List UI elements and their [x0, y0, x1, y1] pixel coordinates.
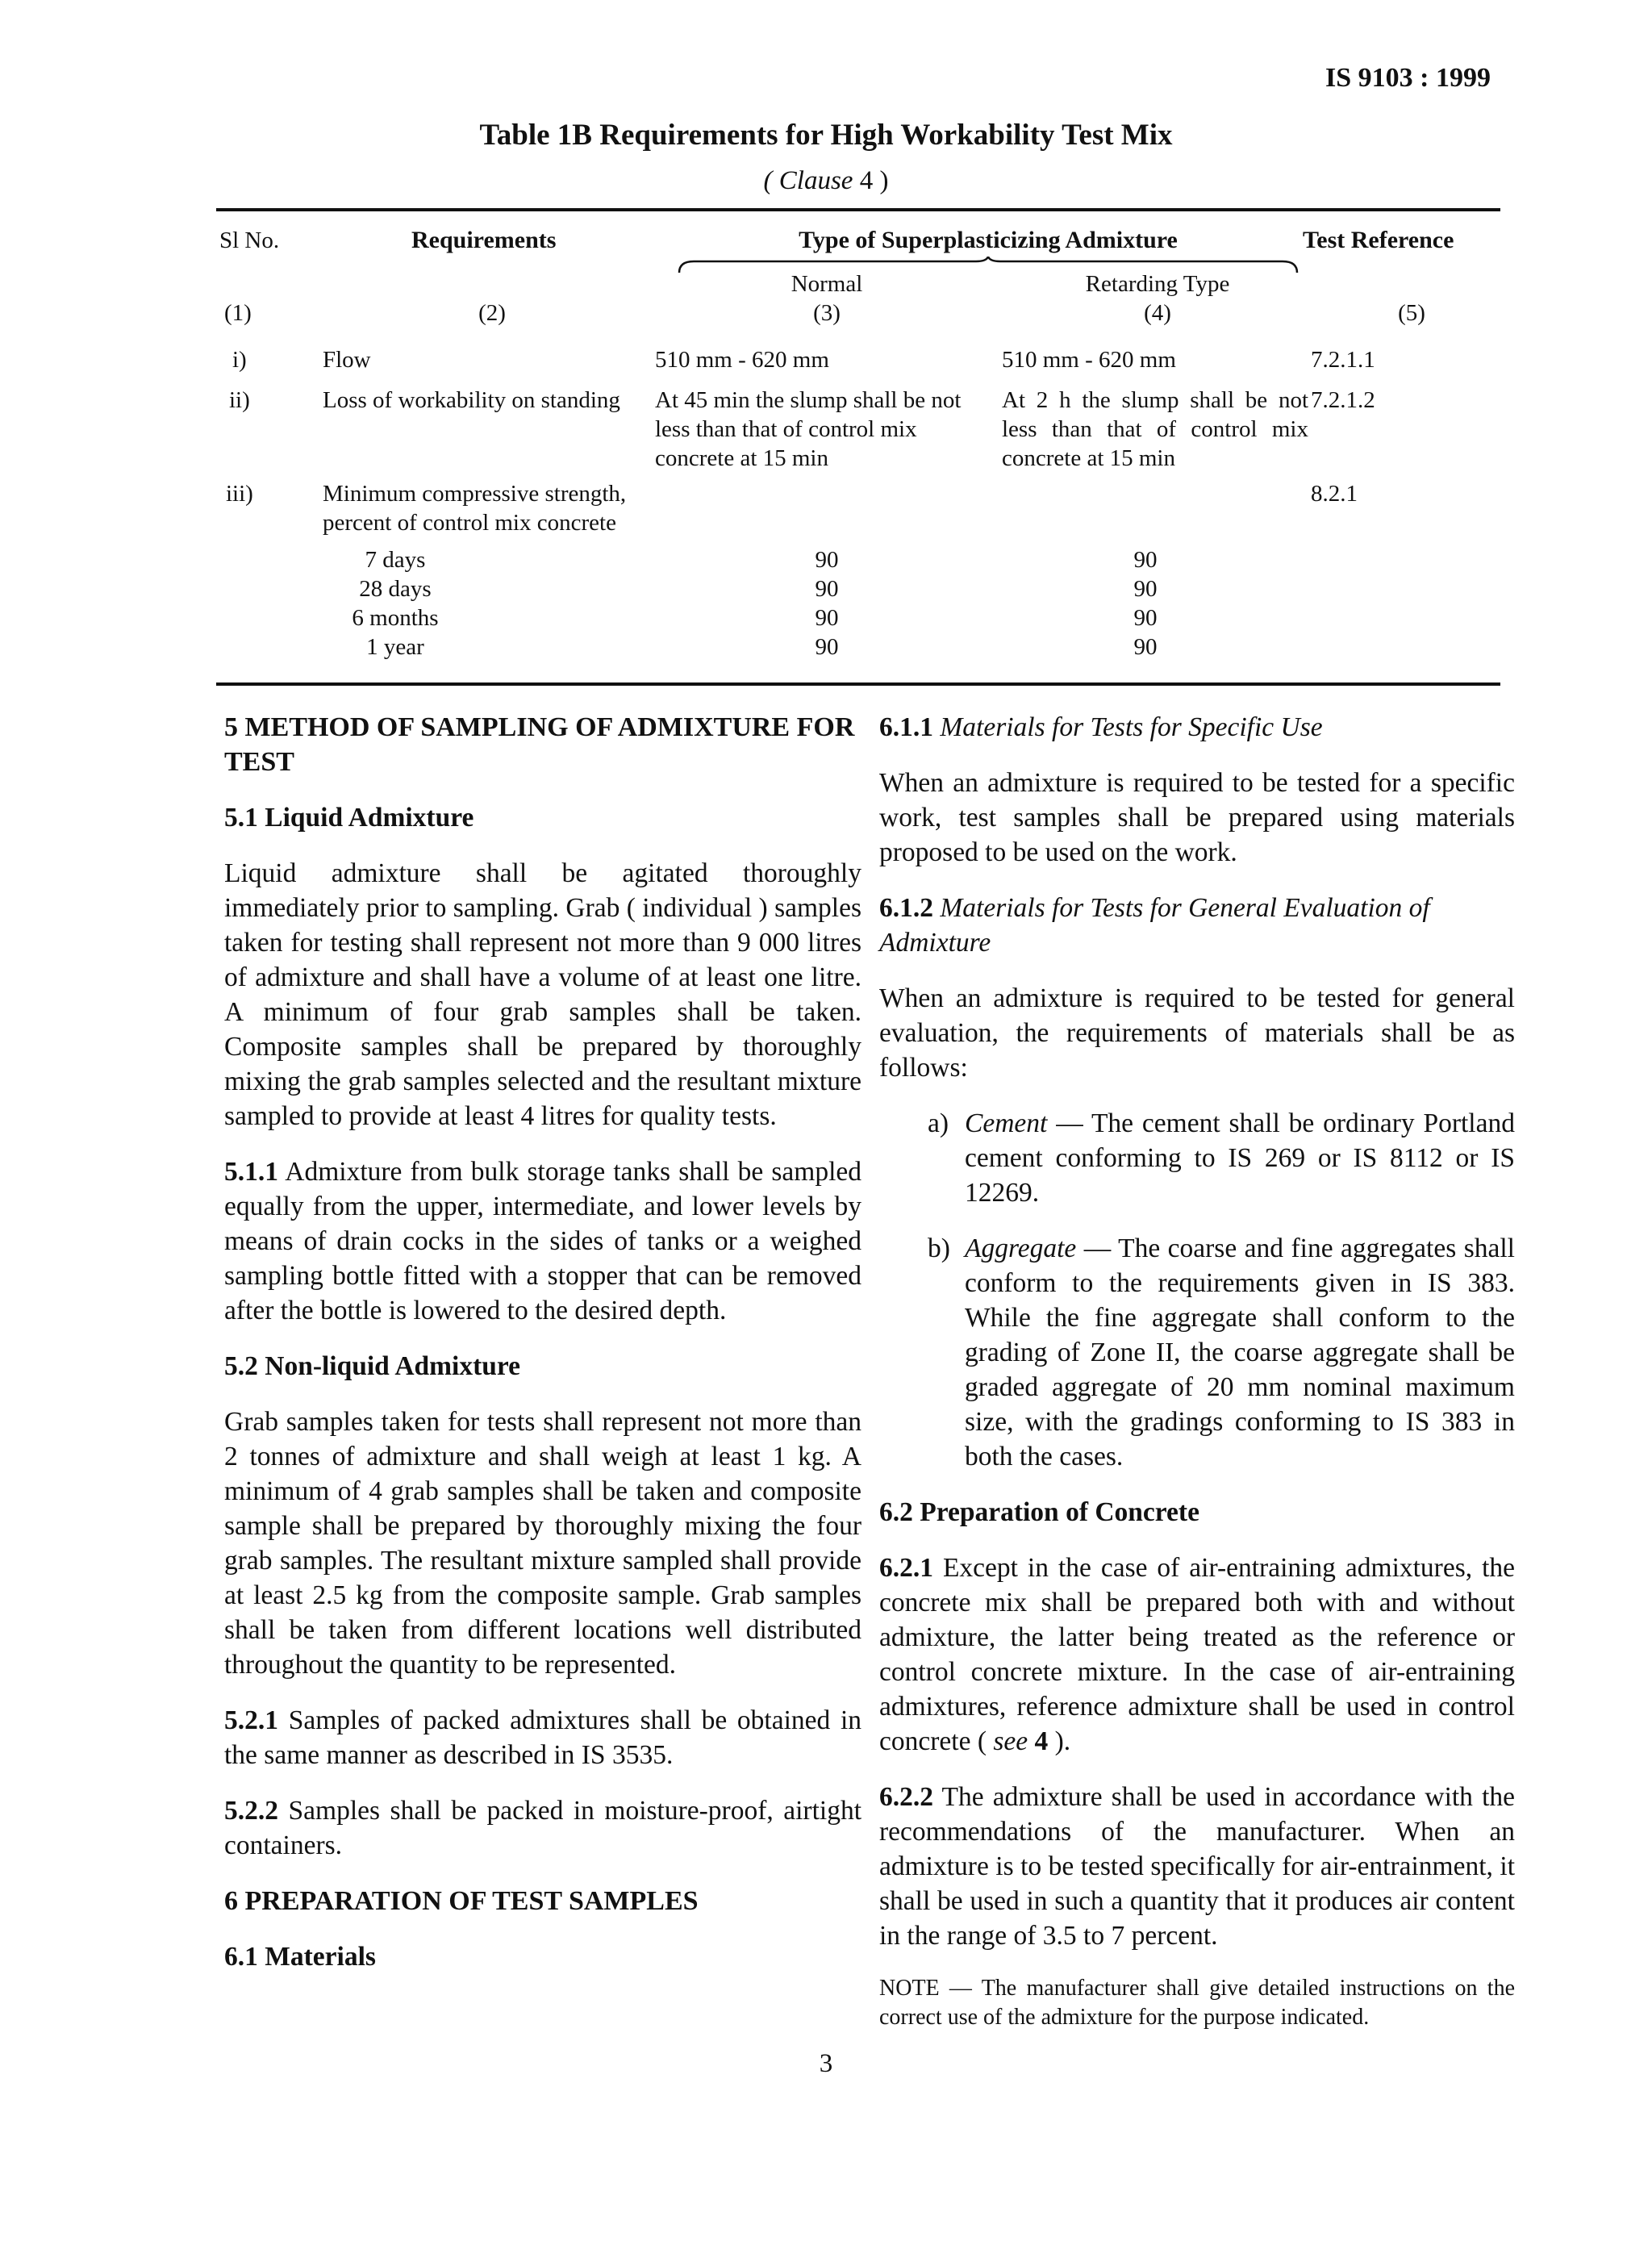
- section-6-1-heading: 6.1 Materials: [224, 1942, 376, 1972]
- clause-suffix: ): [873, 166, 889, 195]
- list-item-label: a): [928, 1108, 949, 1138]
- row-2-reference: 7.2.1.2: [1311, 387, 1375, 413]
- row-2-retarding: At 2 h the slump shall be not less than that of control mix concrete at 15 min: [1002, 387, 1308, 471]
- strength-age: 28 days: [359, 576, 432, 602]
- table-title: Table 1B Requirements for High Workability Test Mix: [479, 119, 1173, 152]
- table-top-rule: [216, 208, 1500, 211]
- row-1-sl: i): [232, 347, 247, 373]
- section-6-2-1: [879, 1551, 1515, 1759]
- header-col-2: (2): [478, 300, 506, 326]
- row-1-reference: 7.2.1.1: [1311, 347, 1375, 373]
- row-1-normal: 510 mm - 620 mm: [655, 347, 829, 373]
- right-column: [879, 710, 1515, 2053]
- strength-age: 6 months: [352, 605, 439, 631]
- strength-retarding: 90: [1133, 576, 1158, 602]
- section-6-2-heading: 6.2 Preparation of Concrete: [879, 1497, 1199, 1527]
- section-5-2-1: [224, 1703, 861, 1772]
- section-5-heading: 5 METHOD OF SAMPLING OF ADMIXTURE FOR TEST: [224, 712, 855, 777]
- header-requirements: Requirements: [411, 227, 557, 253]
- strength-normal: 90: [815, 547, 839, 573]
- row-3-reference: 8.2.1: [1311, 481, 1358, 507]
- section-6-1-2-heading: [879, 891, 1515, 960]
- list-item-aggregate: [928, 1231, 1515, 1474]
- row-3-requirement: Minimum compressive strength, percent of control mix concrete: [323, 481, 627, 536]
- strength-age: 1 year: [366, 634, 424, 660]
- section-6-1-1-text: When an admixture is required to be tested for a specific work, test samples shall be prepared using materials proposed to be used on the work.: [879, 768, 1515, 867]
- section-6-1-1-heading: [879, 710, 1515, 745]
- section-5-2-heading: 5.2 Non-liquid Admixture: [224, 1351, 521, 1381]
- row-2-normal: At 45 min the slump shall be not less than that of control mix concrete at 15 min: [655, 387, 962, 471]
- section-5-2-2-number: 5.2.2: [224, 1796, 278, 1826]
- section-5-1-1: [224, 1154, 861, 1328]
- header-col-1: (1): [224, 300, 252, 326]
- section-6-2-1-ref: 4: [1028, 1726, 1049, 1756]
- section-5-1-text: Liquid admixture shall be agitated thoroughly immediately prior to sampling. Grab ( individual ) samples taken for testing shall represent not more than 9 000 litres of admixture and shall have a volume of at least one litre. A minimum of four grab samples shall be taken. Composite samples shall be prepared by thoroughly mixing the grab samples selected and the resultant mixture sampled to provide at least 4 litres for quality tests.: [224, 858, 861, 1131]
- header-sl-no: Sl No.: [219, 227, 280, 253]
- section-6-2-1-see: see: [993, 1726, 1028, 1756]
- section-6-2-1-text-b: ).: [1048, 1726, 1071, 1756]
- section-5-1-heading: 5.1 Liquid Admixture: [224, 803, 474, 833]
- section-5-1-1-text: Admixture from bulk storage tanks shall be sampled equally from the upper, intermediate, and lower levels by means of drain cocks in the sides of tanks or a weighed sampling bottle fitted with a stopper that can be removed after the bottle is lowered to the desired depth.: [224, 1157, 861, 1325]
- strength-retarding: 90: [1133, 605, 1158, 631]
- strength-normal: 90: [815, 634, 839, 660]
- row-1-requirement: Flow: [323, 347, 371, 373]
- row-2-sl: ii): [229, 387, 250, 413]
- list-item-text: — The cement shall be ordinary Portland cement conforming to IS 269 or IS 8112 or IS 12269.: [965, 1108, 1515, 1208]
- list-item-term: Cement: [965, 1108, 1048, 1138]
- list-item-term: Aggregate: [965, 1233, 1077, 1263]
- header-col-3: (3): [813, 300, 841, 326]
- header-retarding: Retarding Type: [1085, 271, 1230, 297]
- section-6-2-1-text-a: Except in the case of air-entraining admixtures, the concrete mix shall be prepared both with and without admixture, the latter being treated as the reference or control concrete mixture. In the case of air-entraining admixtures, reference admixture shall be used in control concrete (: [879, 1553, 1515, 1756]
- clause-number: 4: [859, 166, 874, 195]
- section-5-2-2-text: Samples shall be packed in moisture-proof, airtight containers.: [224, 1796, 861, 1860]
- header-type-group: Type of Superplasticizing Admixture: [799, 227, 1178, 253]
- row-1-retarding: 510 mm - 620 mm: [1002, 347, 1176, 373]
- standard-number: IS 9103 : 1999: [1325, 63, 1491, 93]
- table-clause: [0, 166, 1652, 196]
- section-6-1-2-number: 6.1.2: [879, 893, 933, 923]
- section-5-2-2: [224, 1793, 861, 1863]
- list-item-label: b): [928, 1233, 950, 1263]
- list-item-text: — The coarse and fine aggregates shall conform to the requirements given in IS 383. While the fine aggregate shall conform to the grading of Zone II, the coarse aggregate shall be graded aggregate of 20 mm nominal maximum size, with the gradings conforming to IS 383 in both the cases.: [965, 1233, 1515, 1471]
- strength-age: 7 days: [365, 547, 426, 573]
- section-6-1-2-text: When an admixture is required to be tested for general evaluation, the requirements of materials shall be as follows:: [879, 983, 1515, 1083]
- left-column: [224, 710, 861, 1995]
- section-6-1-1-number: 6.1.1: [879, 712, 933, 742]
- section-6-2-1-number: 6.2.1: [879, 1553, 933, 1583]
- note: NOTE — The manufacturer shall give detailed instructions on the correct use of the admixture for the purpose indicated.: [879, 1976, 1515, 2030]
- section-5-2-text: Grab samples taken for tests shall represent not more than 2 tonnes of admixture and shall weigh at least 1 kg. A minimum of 4 grab samples shall be taken and composite sample shall be prepared by thoroughly mixing the four grab samples. The resultant mixture sampled shall provide at least 2.5 kg from the composite sample. Grab samples shall be taken from different locations well distributed throughout the quantity to be represented.: [224, 1407, 861, 1680]
- strength-normal: 90: [815, 576, 839, 602]
- strength-retarding: 90: [1133, 547, 1158, 573]
- row-2-requirement: Loss of workability on standing: [323, 387, 620, 413]
- section-6-2-2-number: 6.2.2: [879, 1782, 933, 1812]
- table-bottom-rule: [216, 682, 1500, 686]
- section-6-2-2-text: The admixture shall be used in accordance with the recommendations of the manufacturer. When an admixture is to be tested specifically for air-entrainment, it shall be used in such a quantity that it produces air content in the range of 3.5 to 7 percent.: [879, 1782, 1515, 1951]
- section-6-heading: 6 PREPARATION OF TEST SAMPLES: [224, 1886, 699, 1916]
- clause-prefix: ( Clause: [763, 166, 860, 195]
- row-3-sl: iii): [226, 481, 253, 507]
- header-col-4: (4): [1144, 300, 1171, 326]
- header-normal: Normal: [791, 271, 863, 297]
- section-6-1-1-title: Materials for Tests for Specific Use: [933, 712, 1323, 742]
- header-test-reference: Test Reference: [1303, 227, 1454, 253]
- section-5-1-1-number: 5.1.1: [224, 1157, 278, 1187]
- section-6-2-2: [879, 1780, 1515, 1953]
- section-6-1-2-title: Materials for Tests for General Evaluation of Admixture: [879, 893, 1430, 958]
- section-5-2-1-text: Samples of packed admixtures shall be obtained in the same manner as described in IS 3535.: [224, 1705, 861, 1770]
- strength-retarding: 90: [1133, 634, 1158, 660]
- section-5-2-1-number: 5.2.1: [224, 1705, 278, 1735]
- list-item-cement: [928, 1106, 1515, 1210]
- strength-normal: 90: [815, 605, 839, 631]
- header-col-5: (5): [1398, 300, 1425, 326]
- page-number: 3: [819, 2049, 833, 2078]
